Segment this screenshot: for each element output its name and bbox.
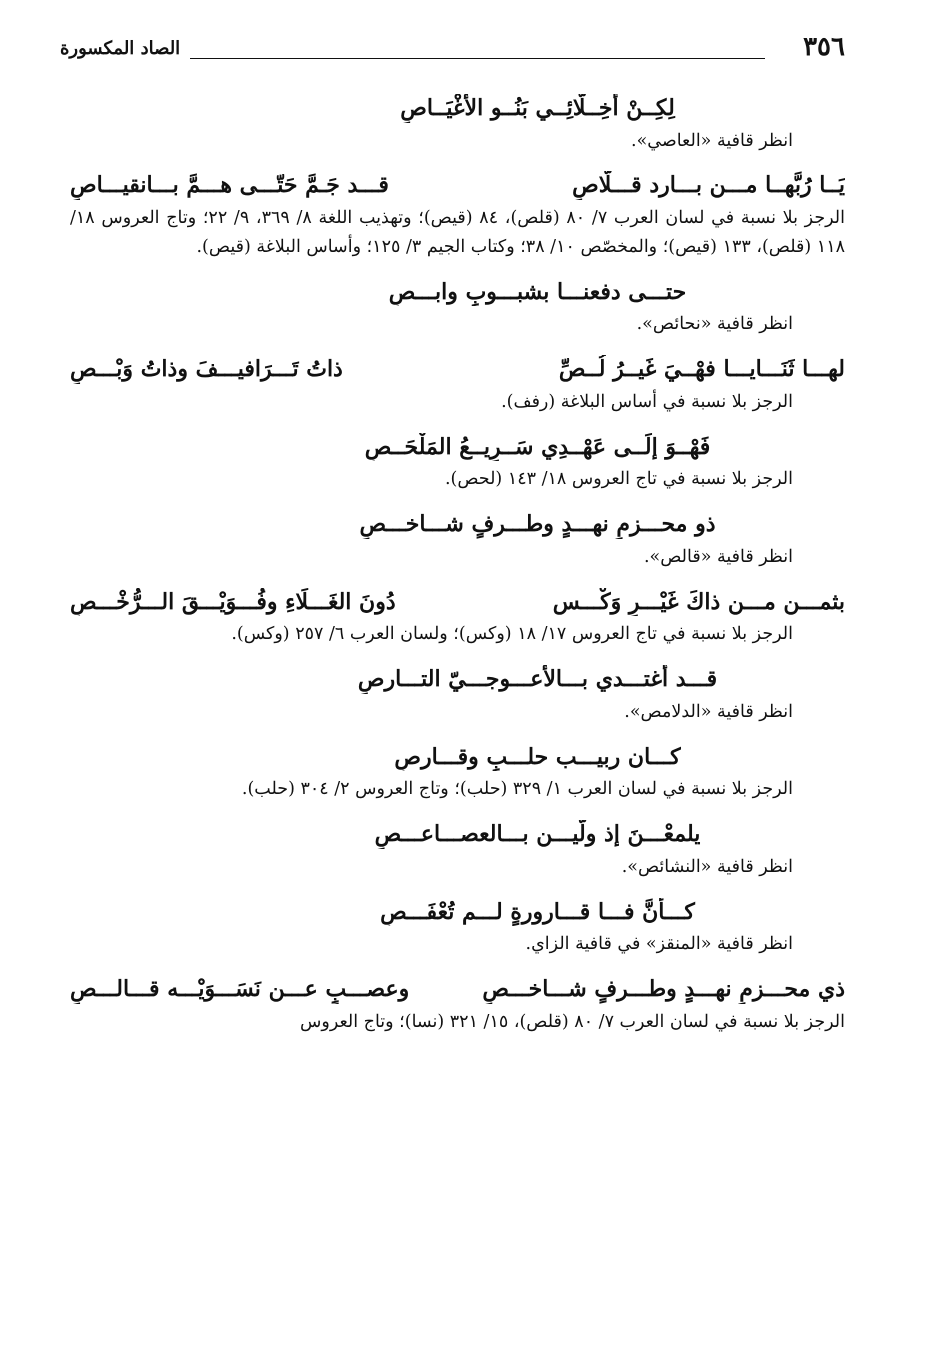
entry-block (70, 588, 845, 649)
reference-note: انظر قافية «نحائص». (636, 314, 793, 335)
reference-note: انظر قافية «المنقز» في قافية الزاي. (525, 934, 793, 955)
reference-note: انظر قافية «العاصي». (631, 130, 793, 151)
entry-block (70, 94, 845, 155)
verse-line: كـــان ربيـــب حلـــبٍ وقـــارصِ (394, 743, 681, 770)
verse-line: ذو محـــزمٍ نهـــدٍ وطـــرفٍ شـــاخـــصِ (359, 511, 716, 538)
verse-second-hemistich: قـــد جَـمَّ حَتّـــى هـــمَّ بـــانقيـــاصِ (70, 172, 389, 199)
verse-second-hemistich: ذاتُ تَـــرَافيـــفَ وذاتُ وَبْـــصِ (70, 356, 343, 383)
reference-note: الرجز بلا نسبة في لسان العرب ١/ ٣٢٩ (حلب)؛ وتاج العروس ٢/ ٣٠٤ (حلب). (241, 779, 793, 800)
entry-block (70, 278, 845, 339)
entry-block (70, 510, 845, 571)
verse-couplet (70, 355, 845, 384)
verse-line: فَهْــوَ إلَــى عَهْــدِي سَــرِيــعُ المَلْحَــصِ (364, 433, 711, 460)
verse-line: يلمعْـــنَ إذ ولَّيـــن بـــالعصـــاعـــصِ (374, 821, 701, 848)
page-content (70, 78, 845, 1037)
entry-block (70, 355, 845, 416)
reference-note: الرجز بلا نسبة في أساس البلاغة (رفف). (501, 391, 793, 412)
entry-block (70, 975, 845, 1036)
page-header (60, 32, 845, 66)
header-rule (190, 58, 765, 59)
reference-note: الرجز بلا نسبة في تاج العروس ١٨/ ١٤٣ (لحص). (444, 469, 793, 490)
reference-note: الرجز بلا نسبة في لسان العرب ٧/ ٨٠ (قلص)، ١٥/ ٣٢١ (نسا)؛ وتاج العروس (300, 1011, 845, 1032)
verse-first-hemistich: ذي محـــزمٍ نهـــدٍ وطـــرفٍ شـــاخـــصِ (482, 976, 845, 1003)
entry-block (70, 820, 845, 881)
reference-note: انظر قافية «الدلامص». (624, 701, 793, 722)
verse-line: لِكِــنْ أَخِــلَّائِــي بَنُــو الأَغْيَــاصِ (400, 95, 675, 121)
reference-note: انظر قافية «قالص». (643, 546, 793, 567)
verse-line: كـــأنَّ فـــا قـــارورةٍ لـــم تُعْفَـــصِ (380, 898, 695, 925)
entry-block (70, 743, 845, 804)
entry-block (70, 433, 845, 494)
reference-note: انظر قافية «النشائص». (621, 856, 793, 877)
reference-note: الرجز بلا نسبة في تاج العروس ١٧/ ١٨ (وكس)؛ ولسان العرب ٦/ ٢٥٧ (وكس). (231, 624, 793, 645)
verse-line: حتـــى دفعنـــا بشبـــوبٍ وابـــصِ (388, 278, 687, 305)
chapter-title: الصاد المكسورة (60, 38, 181, 59)
verse-second-hemistich: وعصـــبٍ عـــن نَسَـــوَيْـــه قـــالـــصِ (70, 976, 410, 1003)
verse-first-hemistich: يَــا رُبَّهــا مـــن بـــارد قـــلَّاصِ (572, 172, 845, 199)
entry-block (70, 171, 845, 261)
entry-block (70, 665, 845, 726)
verse-couplet (70, 588, 845, 617)
page-number: ٣٥٦ (803, 32, 845, 62)
verse-couplet (70, 975, 845, 1004)
verse-line: قـــد أغتـــدي بـــالأعـــوجـــيّ التـــارصِ (357, 666, 718, 693)
verse-second-hemistich: دُونَ الغَـــلَاءِ وفُـــوَيْـــقَ الـــرُّخْـــصِ (70, 588, 396, 615)
verse-first-hemistich: لهـــا ثَنَـــايـــا فهْــيَ غَيــرُ لُــصِّ (558, 356, 845, 383)
reference-note: الرجز بلا نسبة في لسان العرب ٧/ ٨٠ (قلص)، ٨٤ (قيص)؛ وتهذيب اللغة ٨/ ٣٦٩، ٩/ ٢٢؛ وتاج العروس ١٨/ ١١٨ (قلص)، ١٣٣ (قيص)؛ والمخصّص ١٠/ ٣٨؛ وكتاب الجيم ٣/ ١٢٥؛ وأساس البلاغة (قيص). (70, 208, 845, 257)
verse-first-hemistich: بثمـــن مـــن ذاكَ غَيْـــرِ وَكْـــس (552, 588, 845, 615)
verse-couplet (70, 171, 845, 200)
entry-block (70, 898, 845, 959)
